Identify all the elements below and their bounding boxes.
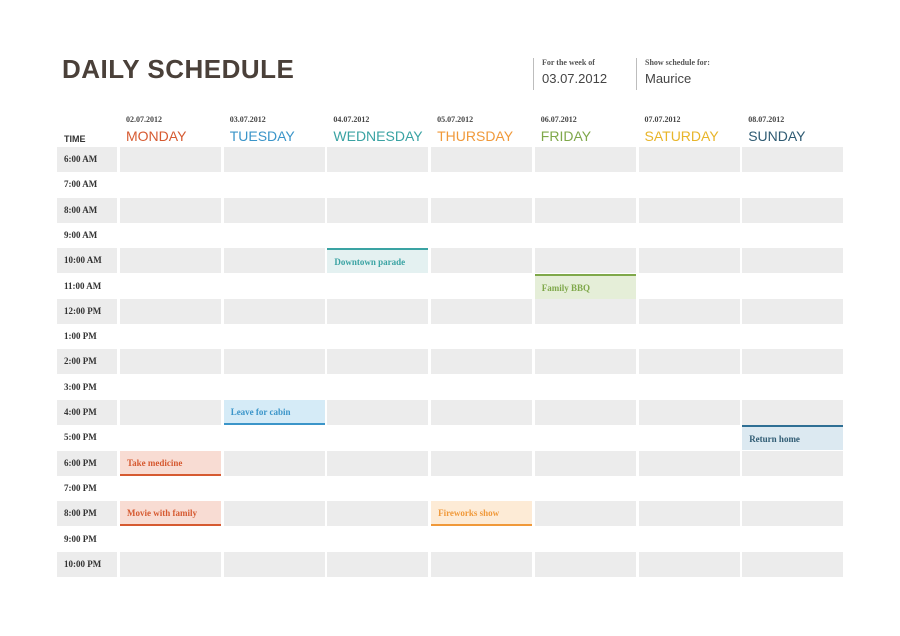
time-row bbox=[57, 324, 844, 349]
time-row bbox=[57, 299, 844, 324]
time-row bbox=[57, 527, 844, 552]
time-label: 10:00 PM bbox=[57, 552, 117, 577]
event-block[interactable]: Downtown parade bbox=[327, 248, 428, 273]
schedule-for-value[interactable]: Maurice bbox=[645, 71, 692, 86]
schedule-cell[interactable] bbox=[327, 198, 428, 223]
schedule-cell[interactable] bbox=[224, 552, 325, 577]
time-label: 4:00 PM bbox=[57, 400, 117, 425]
time-label: 11:00 AM bbox=[64, 280, 102, 291]
schedule-cell[interactable] bbox=[742, 400, 843, 425]
schedule-cell[interactable] bbox=[224, 172, 325, 197]
schedule-cell[interactable] bbox=[742, 375, 843, 400]
schedule-cell[interactable] bbox=[639, 349, 740, 374]
page-title: DAILY SCHEDULE bbox=[62, 54, 295, 84]
schedule-cell[interactable] bbox=[431, 223, 532, 248]
time-row bbox=[57, 248, 844, 273]
schedule-cell[interactable] bbox=[639, 147, 740, 172]
schedule-cell[interactable] bbox=[224, 476, 325, 501]
schedule-cell[interactable] bbox=[327, 349, 428, 374]
schedule-cell[interactable] bbox=[431, 400, 532, 425]
time-label: 10:00 AM bbox=[57, 248, 117, 273]
schedule-cell[interactable] bbox=[327, 324, 428, 349]
schedule-cell[interactable] bbox=[535, 501, 636, 526]
day-date: 08.07.2012 bbox=[748, 115, 785, 124]
event-block[interactable]: Return home bbox=[742, 425, 843, 450]
day-header-monday bbox=[120, 115, 220, 144]
schedule-cell[interactable] bbox=[224, 349, 325, 374]
schedule-cell[interactable] bbox=[535, 198, 636, 223]
schedule-cell[interactable] bbox=[742, 476, 843, 501]
day-date: 05.07.2012 bbox=[437, 115, 474, 124]
schedule-cell[interactable] bbox=[535, 172, 636, 197]
schedule-cell[interactable] bbox=[535, 349, 636, 374]
day-name: WEDNESDAY bbox=[333, 128, 423, 144]
schedule-cell[interactable] bbox=[120, 324, 221, 349]
schedule-cell[interactable] bbox=[120, 425, 221, 450]
schedule-cell[interactable] bbox=[639, 324, 740, 349]
day-name: MONDAY bbox=[126, 128, 187, 144]
schedule-cell[interactable] bbox=[639, 451, 740, 476]
schedule-cell[interactable] bbox=[120, 349, 221, 374]
day-header-thursday bbox=[431, 115, 531, 144]
schedule-cell[interactable] bbox=[120, 552, 221, 577]
time-label: 12:00 PM bbox=[57, 299, 117, 324]
schedule-cell[interactable] bbox=[535, 527, 636, 552]
time-column-header: TIME bbox=[64, 134, 86, 144]
schedule-cell[interactable] bbox=[224, 274, 325, 299]
schedule-cell[interactable] bbox=[327, 375, 428, 400]
schedule-cell[interactable] bbox=[327, 223, 428, 248]
schedule-cell[interactable] bbox=[639, 274, 740, 299]
schedule-cell[interactable] bbox=[224, 248, 325, 273]
schedule-cell[interactable] bbox=[327, 299, 428, 324]
week-of-field[interactable] bbox=[533, 58, 632, 90]
schedule-cell[interactable] bbox=[327, 527, 428, 552]
schedule-cell[interactable] bbox=[742, 147, 843, 172]
schedule-cell[interactable] bbox=[742, 223, 843, 248]
time-label: 2:00 PM bbox=[57, 349, 117, 374]
time-label: 9:00 AM bbox=[64, 229, 98, 240]
day-date: 02.07.2012 bbox=[126, 115, 162, 124]
time-label: 1:00 PM bbox=[64, 331, 97, 342]
schedule-cell[interactable] bbox=[327, 552, 428, 577]
schedule-cell[interactable] bbox=[431, 375, 532, 400]
schedule-cell[interactable] bbox=[120, 400, 221, 425]
schedule-cell[interactable] bbox=[535, 476, 636, 501]
schedule-cell[interactable] bbox=[224, 451, 325, 476]
time-label: 7:00 AM bbox=[64, 179, 98, 190]
schedule-cell[interactable] bbox=[120, 476, 221, 501]
schedule-cell[interactable] bbox=[120, 147, 221, 172]
time-row bbox=[57, 198, 844, 223]
schedule-cell[interactable] bbox=[535, 324, 636, 349]
day-header-wednesday bbox=[327, 115, 427, 144]
schedule-cell[interactable] bbox=[431, 451, 532, 476]
schedule-cell[interactable] bbox=[327, 476, 428, 501]
schedule-cell[interactable] bbox=[431, 324, 532, 349]
time-label: 5:00 PM bbox=[64, 432, 97, 443]
schedule-cell[interactable] bbox=[224, 299, 325, 324]
schedule-cell[interactable] bbox=[639, 223, 740, 248]
schedule-cell[interactable] bbox=[120, 274, 221, 299]
day-name: FRIDAY bbox=[540, 128, 592, 144]
time-row bbox=[57, 552, 844, 577]
schedule-cell[interactable] bbox=[431, 248, 532, 273]
schedule-cell[interactable] bbox=[742, 248, 843, 273]
schedule-cell[interactable] bbox=[431, 198, 532, 223]
schedule-cell[interactable] bbox=[742, 274, 843, 299]
schedule-cell[interactable] bbox=[327, 147, 428, 172]
day-header-saturday bbox=[639, 115, 739, 144]
time-row bbox=[57, 375, 844, 400]
day-name: SUNDAY bbox=[748, 128, 806, 144]
schedule-cell[interactable] bbox=[327, 451, 428, 476]
schedule-cell[interactable] bbox=[639, 476, 740, 501]
schedule-cell[interactable] bbox=[742, 172, 843, 197]
schedule-for-field[interactable] bbox=[636, 58, 745, 90]
time-row bbox=[57, 274, 844, 299]
schedule-cell[interactable] bbox=[431, 172, 532, 197]
schedule-cell[interactable] bbox=[327, 425, 428, 450]
day-date: 03.07.2012 bbox=[229, 115, 266, 124]
schedule-cell[interactable] bbox=[327, 172, 428, 197]
day-date: 06.07.2012 bbox=[540, 115, 577, 124]
schedule-cell[interactable] bbox=[639, 375, 740, 400]
schedule-cell[interactable] bbox=[431, 552, 532, 577]
schedule-cell[interactable] bbox=[120, 299, 221, 324]
day-date: 04.07.2012 bbox=[333, 115, 370, 124]
schedule-cell[interactable] bbox=[224, 147, 325, 172]
schedule-cell[interactable] bbox=[120, 527, 221, 552]
event-block[interactable]: Family BBQ bbox=[535, 274, 636, 299]
day-name: THURSDAY bbox=[437, 128, 514, 144]
schedule-cell[interactable] bbox=[535, 147, 636, 172]
schedule-cell[interactable] bbox=[224, 198, 325, 223]
schedule-cell[interactable] bbox=[224, 501, 325, 526]
schedule-cell[interactable] bbox=[742, 527, 843, 552]
schedule-cell[interactable] bbox=[224, 324, 325, 349]
schedule-cell[interactable] bbox=[431, 527, 532, 552]
time-row bbox=[57, 400, 844, 425]
schedule-cell[interactable] bbox=[535, 425, 636, 450]
schedule-cell[interactable] bbox=[742, 299, 843, 324]
time-row bbox=[57, 349, 844, 374]
schedule-cell[interactable] bbox=[742, 198, 843, 223]
time-row bbox=[57, 147, 844, 172]
schedule-cell[interactable] bbox=[742, 501, 843, 526]
schedule-cell[interactable] bbox=[120, 198, 221, 223]
time-row bbox=[57, 223, 844, 248]
time-label: 3:00 PM bbox=[64, 381, 97, 392]
schedule-cell[interactable] bbox=[639, 172, 740, 197]
week-of-value[interactable]: 03.07.2012 bbox=[542, 71, 608, 86]
schedule-cell[interactable] bbox=[120, 172, 221, 197]
schedule-cell[interactable] bbox=[639, 425, 740, 450]
time-label: 8:00 PM bbox=[57, 501, 117, 526]
schedule-cell[interactable] bbox=[431, 349, 532, 374]
schedule-cell[interactable] bbox=[535, 400, 636, 425]
day-name: SATURDAY bbox=[644, 128, 719, 144]
day-date: 07.07.2012 bbox=[644, 115, 681, 124]
schedule-cell[interactable] bbox=[535, 223, 636, 248]
schedule-cell[interactable] bbox=[120, 375, 221, 400]
schedule-cell[interactable] bbox=[120, 223, 221, 248]
schedule-cell[interactable] bbox=[742, 552, 843, 577]
time-label: 6:00 AM bbox=[57, 147, 117, 172]
schedule-cell[interactable] bbox=[639, 248, 740, 273]
schedule-cell[interactable] bbox=[224, 375, 325, 400]
event-block[interactable]: Take medicine bbox=[120, 451, 221, 476]
schedule-cell[interactable] bbox=[639, 552, 740, 577]
schedule-for-label: Show schedule for: bbox=[645, 58, 710, 67]
schedule-cell[interactable] bbox=[224, 527, 325, 552]
schedule-cell[interactable] bbox=[327, 501, 428, 526]
schedule-cell[interactable] bbox=[535, 451, 636, 476]
schedule-cell[interactable] bbox=[431, 147, 532, 172]
schedule-cell[interactable] bbox=[639, 198, 740, 223]
schedule-cell[interactable] bbox=[742, 324, 843, 349]
event-block[interactable]: Movie with family bbox=[120, 501, 221, 526]
schedule-cell[interactable] bbox=[431, 425, 532, 450]
schedule-cell[interactable] bbox=[431, 299, 532, 324]
day-header-sunday bbox=[742, 115, 842, 144]
schedule-cell[interactable] bbox=[224, 425, 325, 450]
day-header-tuesday bbox=[224, 115, 324, 144]
week-of-label: For the week of bbox=[542, 58, 595, 67]
schedule-cell[interactable] bbox=[535, 375, 636, 400]
schedule-cell[interactable] bbox=[535, 552, 636, 577]
day-name: TUESDAY bbox=[229, 128, 295, 144]
time-row bbox=[57, 425, 844, 450]
time-row bbox=[57, 172, 844, 197]
event-block[interactable]: Leave for cabin bbox=[224, 400, 325, 425]
schedule-cell[interactable] bbox=[639, 299, 740, 324]
schedule-cell[interactable] bbox=[327, 274, 428, 299]
schedule-cell[interactable] bbox=[431, 274, 532, 299]
event-block[interactable]: Fireworks show bbox=[431, 501, 532, 526]
schedule-cell[interactable] bbox=[431, 476, 532, 501]
schedule-cell[interactable] bbox=[535, 248, 636, 273]
schedule-cell[interactable] bbox=[639, 501, 740, 526]
schedule-cell[interactable] bbox=[742, 349, 843, 374]
schedule-cell[interactable] bbox=[120, 248, 221, 273]
time-label: 6:00 PM bbox=[57, 451, 117, 476]
time-row bbox=[57, 476, 844, 501]
schedule-cell[interactable] bbox=[742, 451, 843, 476]
day-header-friday bbox=[535, 115, 635, 144]
time-label: 9:00 PM bbox=[64, 533, 97, 544]
schedule-cell[interactable] bbox=[639, 527, 740, 552]
time-label: 7:00 PM bbox=[64, 482, 97, 493]
schedule-cell[interactable] bbox=[327, 400, 428, 425]
schedule-cell[interactable] bbox=[224, 223, 325, 248]
time-label: 8:00 AM bbox=[57, 198, 117, 223]
schedule-cell[interactable] bbox=[535, 299, 636, 324]
schedule-cell[interactable] bbox=[639, 400, 740, 425]
